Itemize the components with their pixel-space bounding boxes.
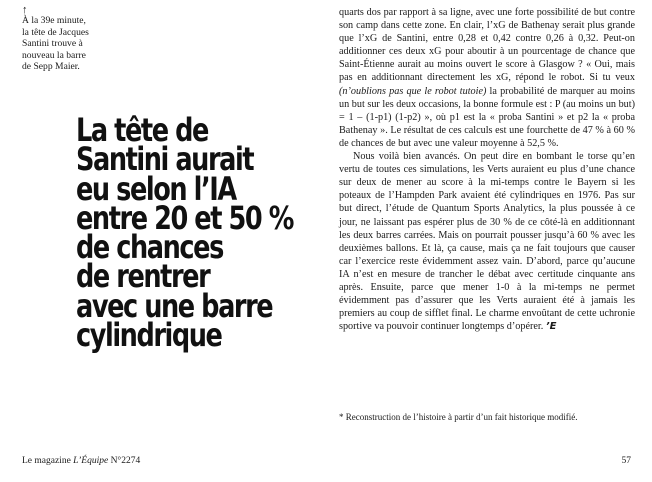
pull-quote-line: cylindrique xyxy=(76,316,222,355)
pull-quote-line: eu selon l’IA xyxy=(76,169,236,208)
pull-quote-line: avec une barre xyxy=(76,286,273,325)
article-body xyxy=(339,6,635,333)
article-paragraph xyxy=(339,150,635,333)
article-text: la probabilité de marquer au moins un but sur les deux occasions, la bonne formule est : P (au moins un but) = 1 – (1-p1) (1-p2) », où p1 est la « proba Santini » et p2 la « proba Bathenay ». Le résultat de ces calculs est une fourchette de 47 % à 60 % de chances de but avec une valeur moyenne à 52,5 %. xyxy=(339,85,636,149)
folio-prefix: Le magazine xyxy=(22,456,71,466)
caption-line: la tête de Jacques xyxy=(22,26,89,38)
folio-issue: N°2274 xyxy=(110,456,141,466)
up-arrow-icon: ↑ xyxy=(22,4,28,16)
article-text: Nous voilà bien avancés. On peut dire en bombant le torse qu’en vertu de toutes ces simulations, les Verts auraient eu plus d’une chance sur deux de mener au score à la mi-temps contre le Bayern si les poteaux de l’Hampden Park avaient été cylindriques en 1976. Pas sur but direct, l’étude de Quantum Sports Analytics, la plus poussée à ce jour, ne laissant pas espérer plus de 30 % de ce côté-là en additionnant les deux barres carrées. Mais on pourrait pousser jusqu’à 60 % avec les deuxièmes ballons. Et là, ça cause, mais ça ne fait toujours que causer car l’exercice reste évidemment assez vain. D’abord, parce qu’aucune IA n’est en mesure de trancher le débat avec certitude cinquante ans après. Ensuite, parce que mener 1-0 à la mi-temps ne permet évidemment pas d’assurer que les Verts auraient été à jamais les premiers au coup de sifflet final. Le charme envoûtant de cette uchronie sportive va pouvoir continuer longtemps d’opérer. xyxy=(339,151,635,333)
page-number: 57 xyxy=(621,456,631,466)
caption-line: À la 39e minute, xyxy=(22,15,86,26)
footnote: * Reconstruction de l’histoire à partir d’un fait historique modifié. xyxy=(339,412,578,422)
pull-quote-line: entre 20 et 50 % xyxy=(76,198,293,237)
end-of-article-mark: ’E xyxy=(545,321,557,333)
folio-magazine xyxy=(22,456,140,466)
article-text: quarts dos par rapport à sa ligne, avec une forte possibilité de but contre son camp dans cette zone. En clair, l’xG de Bathenay serait plus grande que l’xG de Santini, entre 0,28 et 0,42 contre 0,26 à 0,32. Peut-on additionner ces deux xG pour aboutir à un pourcentage de chance que Saint-Étienne aurait au moins ouvert le score à Glasgow ? « Oui, mais pas en additionnant directement les xG, répond le robot. Si tu veux xyxy=(339,7,635,84)
folio-title: L’Équipe xyxy=(73,456,109,466)
caption-line: Santini trouve à xyxy=(22,38,83,50)
pull-quote-line: La tête de xyxy=(76,111,208,149)
caption-line: de Sepp Maier. xyxy=(22,61,80,73)
pull-quote xyxy=(76,111,293,355)
article-italic-aside: (n’oublions pas que le robot tutoie) xyxy=(339,85,487,97)
pull-quote-line: de chances xyxy=(76,228,223,267)
caption-line: nouveau la barre xyxy=(22,49,86,61)
photo-caption xyxy=(22,6,142,73)
article-paragraph xyxy=(339,6,635,150)
pull-quote-line: Santini aurait xyxy=(76,140,254,179)
pull-quote-line: de rentrer xyxy=(76,257,210,296)
